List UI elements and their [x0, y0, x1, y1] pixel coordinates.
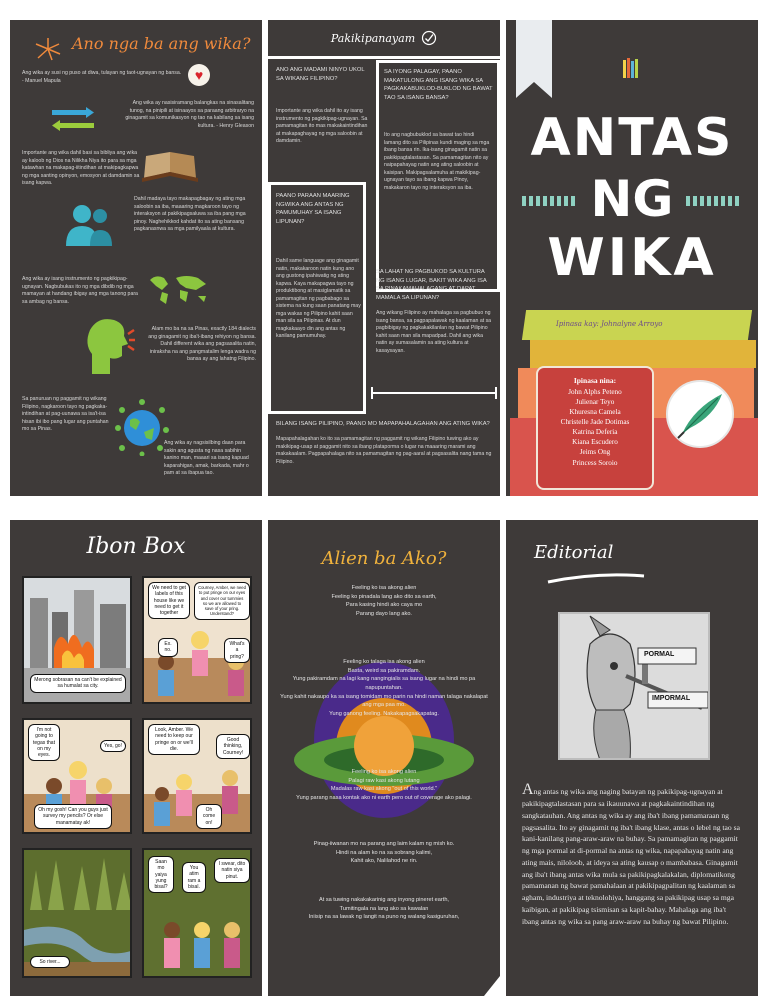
- poem-line: Tumitingala na lang ako sa kawalan: [339, 905, 429, 912]
- editorial-title: Editorial: [534, 542, 614, 563]
- poem-line: Feeling ko talaga isa akong alien: [343, 659, 425, 665]
- member-name: Christelle Jade Dotimas: [560, 418, 630, 427]
- comic-frame-3: [22, 718, 132, 834]
- member-name: Kiana Escudero: [572, 438, 618, 447]
- member-name: John Alphs Peteno: [568, 388, 622, 396]
- editorial-cartoon: [558, 612, 710, 760]
- poem-line: Feeling ko pinadala lang ako dito sa earth,: [331, 593, 437, 600]
- members-list: [542, 387, 648, 468]
- poem-line: Para kasing hindi ako caya mo: [345, 602, 423, 609]
- editorial-dropcap: A: [522, 781, 534, 798]
- comic-frame-5: [22, 848, 132, 978]
- poem-line: Iniisip na sa lawak ng langit na puno ng walang kasiguruhan,: [308, 914, 460, 921]
- poem-line: Feeling ko isa akong alien: [351, 769, 417, 775]
- poem-line: Feeling ko isa akong alien: [351, 585, 417, 591]
- poem-line: Pinag-iiwanan mo na parang ang laim kalam ng mish ko.: [313, 841, 455, 847]
- poem-line: Madalas raw kasi akong "out of this world.": [330, 786, 438, 793]
- people-around-globe-icon: [114, 396, 170, 456]
- quill-medallion: [666, 380, 734, 448]
- member-name: Khuresna Camela: [569, 408, 621, 417]
- member-name: Jeims Ong: [579, 448, 611, 457]
- poem-line: Parang dayo lang ako.: [356, 610, 412, 617]
- fireworks-icon: [32, 36, 64, 62]
- speaking-head-icon: [82, 314, 136, 376]
- speech-bubble: I'm not going to tegas that on my eyes.: [28, 724, 60, 761]
- cartoon-label-impormal: IMPORMAL: [652, 695, 691, 702]
- comic-frame-6: [142, 848, 252, 978]
- member-name: Princess Soroio: [572, 458, 618, 467]
- bookmark-ribbon-icon: [516, 20, 552, 100]
- poem-line: Hindi na alam ko na sa sobrang kalimi,: [335, 849, 433, 856]
- question-4: SA LAHAT NG PAGBUKOD SA KULTURA NG ISANG LUGAR, BAKIT WIKA ANG ISA SA PINAKAMAHALAGANG AT DAPAT MAMALA SA LIPUNAN?: [376, 269, 487, 302]
- design-credit: Ipinasa kay: Johnalyne Arroyo: [556, 320, 663, 328]
- paragraph-path: Ang wika ay nagsisilbing daan para sakin ang agusta ng nasa sabihin kanino man, maaari sa isang kapuad kaparahigan, amak, barkada, mahr o pam at sa ibapua tao.: [164, 440, 249, 477]
- answer-4: Ang wikang Filipino ay mahalaga sa pagbubuo ng isang bansa, sa pagpapalawak ng kaalaman at sa pagbibigay ng pagkakakilanlan ng bawat Pilipino kahit saan man sila mapadpad. Dahil ang wika natin ay sumasalamin sa ating kultura at kasaysayan.: [376, 310, 492, 354]
- quill-icon: [668, 382, 732, 446]
- cover-title-antas: ANTAS: [530, 108, 734, 168]
- brush-underline: [546, 570, 646, 586]
- speech-bubble: You atim ram a bisal.: [182, 862, 206, 893]
- decor-stripes-right: [686, 196, 742, 206]
- member-name: Julienar Teyo: [575, 398, 615, 407]
- speech-bubble: Oh come on!: [196, 804, 222, 829]
- header-divider: [268, 56, 500, 59]
- poem-stanza-4: [278, 840, 490, 866]
- speech-bubble: So river...: [30, 956, 70, 968]
- editorial-text: ng antas ng wika ang naging batayan ng pakikipag-ugnayan at pakikipagtalastasan para sa ikauunawa at pagkakaintindihan ng sangkatauhan. Ang antas ng wika ay ang iba't ibang pamamaraan ng pagsasalita. Ito ay ginagamit ng iba't ibang klase, antas o lebel ng tao sa kani-kanilang pang-araw-araw na buhay. Sa pamamagitan ng paggamit ng mga pormal at di-pormal na antas ng wika, napapahayag natin ang ating mais, niloloob, at ideya sa ating kausap o mambabasa. Ginagamit ang iba't ibang antas wika mula sa pakikipagkalakalan, diplomatikong pamamanan ng bawat pamahalaan at pakikipagpalitan ng kaalaman sa agham, industriya at teknolohiya, hanggang sa pakikipag usap sa mga kaibigan, at pakikipag tsismisan sa kapit-bahay. Mahalaga ang iba't ibang antas ng wika sa pang araw-araw na buhay ng bawat Pilipino.: [522, 787, 740, 926]
- cover-title-wika: WIKA: [547, 228, 717, 288]
- quote-mapula: Ang wika ay susi ng puso at diwa, tulayan ng taot-ugnayan ng bansa. - Manuel Mapula: [22, 70, 182, 84]
- heart-icon: ♥: [188, 64, 210, 86]
- comic-frame-4: [142, 718, 252, 834]
- panel1-title: Ano nga ba ang wika?: [72, 34, 251, 53]
- speech-bubble: Look, Amber. We need to keep our pringe on or we'll die.: [148, 724, 200, 755]
- check-circle-icon: [421, 30, 437, 46]
- speech-bubble: Yes, go!: [100, 740, 126, 752]
- panel-pakikipanayam: [268, 20, 500, 496]
- speech-bubble: Oh my gosh! Can you guys just survey my pencils? Or else manamatay ak!: [34, 804, 112, 829]
- question-5: BILANG ISANG PILIPINO, PAANO MO MAPAPAHALAGAHAN ANG ATING WIKA?: [276, 421, 490, 427]
- answer-2: Ito ang nagbubuklod sa bawat tao hindi lamang dito sa Pilipinas kundi maging sa mga ibang bansa rin. Ika-isang ginagamit natin sa pakikipagtalastasan. Sa pamamagitan nito ay naipapahayag natin ang ating saloobin at kaisipan. Makipagsalamuha at makikipag-ugnayan tayo sa ibang kapwa Pinoy, makakaron tayo ng interaksyon sa iba.: [384, 132, 490, 191]
- comic-frame-1: [22, 576, 132, 704]
- speech-bubble: What's a pring?: [224, 638, 250, 663]
- interview-title: Pakikipanayam: [330, 31, 416, 45]
- poem-line: Yung kahit nakaupo ka sa isang tomidam mo parin na hindi naman talaga nakalapat ang mga paa mo.: [280, 693, 488, 709]
- poem-stanza-1: [278, 584, 490, 619]
- question-2: SA IYONG PALAGAY, PAANO MAKATULONG ANG ISANG WIKA SA PAGKAKABUKLOD-BUKLOD NG BAWAT TAO SA ISANG BANSA?: [384, 69, 493, 102]
- books-icon: [622, 56, 640, 80]
- exchange-arrows-icon: [50, 106, 96, 132]
- panel-ano-nga-ba-ang-wika: [10, 20, 262, 496]
- comic-title: Ibon Box: [86, 534, 186, 559]
- poem-line: Yung pakiramdam na lagi kang nangingialis sa isang lugar na hindi mo pa napupuntahan.: [292, 676, 476, 691]
- poem-stanza-5: [278, 896, 490, 922]
- pinocchio-sketch-illustration: [560, 614, 710, 760]
- answer-3: Dahil same language ang ginagamit natin, makakaroon natin kung ano ang gustong ipahiwatig ng ating kapwa. Kaya makapagwa tayo ng produktibong at masiglamatik sa pamamagitan ng pagbabago sa sistema na kung saan panatang may mga wakas ng Pilipino kahit saan man sila sa Pilipinas. At dun magkakaayo din ang antas ng kanilang pamumuhay.: [276, 258, 361, 340]
- speech-bubble: I swear, dito natin siya pinut.: [214, 858, 250, 883]
- speech-bubble: Merong sobrasan na can't be explained sa humalat sa city.: [30, 674, 126, 693]
- poem-line: Yung ganong feeling. Nakakapagsakapatag.: [329, 710, 439, 717]
- paragraph-importance: Importante ang wika dahil basi sa bibliya ang wika ay kaloob ng Dios na Nilikha Niya ito para sa mga katawhan na makapag-iitindihan at makipagkapwa ng mga santing opinyon, emosyon at damdamin sa isang kapwa.: [22, 150, 140, 187]
- comic-frame-2: [142, 576, 252, 704]
- answer-5: Mapapahalagahan ko ito sa pamamagitan ng paggamit ng wikang Filipino tuwing ako ay makikipag-usap at paggamit nito sa ibang plataporma o lugar na maaaring marami ang makakaalam. Pagpapahalaga nito sa pamamagitan ng pag-aaral at pagsasalita nang tama ng Filipino.: [276, 436, 492, 465]
- question-1: ANO ANG MADAMI NINYO UKOL SA WIKANG FILIPINO?: [276, 67, 365, 82]
- members-heading: Ipinasa nina:: [573, 376, 617, 385]
- people-icon: [62, 202, 118, 246]
- poem-title: Alien ba Ako?: [321, 548, 447, 569]
- poem-stanza-2: [278, 658, 490, 719]
- speech-bubble: Ex. no.: [158, 638, 178, 657]
- poem-line: Kahit ako, Nalilahod ne rin.: [350, 858, 418, 865]
- speech-bubble: We need to get labels of this house like we need to get it together: [148, 582, 190, 619]
- members-card: [536, 366, 654, 490]
- panel-alien-ba-ako: [268, 520, 500, 996]
- member-name: Katrina Deferia: [572, 428, 618, 437]
- cover-title-ng: NG: [590, 170, 674, 228]
- cartoon-label-pormal: PORMAL: [644, 651, 675, 658]
- poem-stanza-3: [278, 768, 490, 803]
- speech-bubble: Good thinking, Courney!: [216, 734, 250, 759]
- poem-line: Yung parang nasa kontak ako ni earth pero out of coverage ako palagi.: [296, 794, 472, 801]
- divider-line: [370, 386, 498, 400]
- open-book-icon: [140, 148, 200, 184]
- speech-bubble: Saan mo yaiya yung bisal?: [148, 856, 174, 893]
- poem-line: Basta, weird sa pakiramdam.: [347, 667, 421, 674]
- question-3: PAANO PARAAN MAARING NGWIKA ANG ANTAS NG PAMUMUHAY SA ISANG LIPUNAN?: [276, 193, 350, 226]
- editorial-body: [522, 782, 744, 927]
- book-middle: [530, 340, 756, 368]
- speech-bubble: Courney, Amber, we need to put pringe on our eyes and cover our tummies so we are allowed to save of your pring. Understand?: [194, 582, 250, 620]
- panel-editorial: [506, 520, 758, 996]
- panel-ibon-box: [10, 520, 262, 996]
- paragraph-understanding: Sa panuruan ng paggamit ng wikang Filipino, nagkaroon tayo ng pagkaka-intindihan at pag-uunawa sa isa't-isa hisan ibi ibo pang lugar ang puntahan mo sa Pinas.: [22, 396, 109, 433]
- poem-line: At sa tuwing nakakakarinig ang inyong pineret earth,: [319, 897, 449, 903]
- world-map-icon: [146, 270, 212, 306]
- answer-1: Importante ang wika dahil ito ay isang instrumento ng pagkikipag-ugnayan. Sa pamamagitan ito mas makakaintindihan at makapaghayag ng mga saloobin at damdamin.: [276, 108, 368, 145]
- quote-gleason: Ang wika ay nasisiramang balangkas na sinasalitang tunog, na pinipili at isinaayos sa paraang arbitraryo na ginagamit sa komunikasyon ng tao na kabilang sa isang kultura. - Henry Gleason: [125, 100, 254, 129]
- interview-header: [268, 20, 500, 56]
- poem-line: Palagi raw kasi akong lutang: [348, 777, 420, 784]
- paragraph-dialects: Alam mo ba na sa Pinas, exactly 184 dialects ang ginagamit ng iba't-ibang rehiyon ng bansa. Dahil different wika ang pagsasalita natin, iniraksha na ang pangmatalim lenga wadra ng bansa ay ang lahatng Filipino.: [148, 326, 256, 363]
- corner-notch: [484, 976, 500, 996]
- paragraph-interaction: Dahil madaya tayo makapagbagay ng ating mga saloobin sa iba, maaaring magkaroon tayo ng interaksyon at pakikipagsaluwa sa iba pang mga pinoy. Naghehikkod kahdat ito sa ating bansang pagkanasnwa sa mga pamilyaala at kultura.: [134, 196, 246, 233]
- paragraph-instrument: Ang wika ay isang instrumento ng pagkikipag-ugnayan. Nagbubukas ito ng mga dibdib ng mga mamayan at handang ibigay ang mga tanong para sa ambag ng bansa.: [22, 276, 138, 305]
- panel-cover: [506, 20, 758, 496]
